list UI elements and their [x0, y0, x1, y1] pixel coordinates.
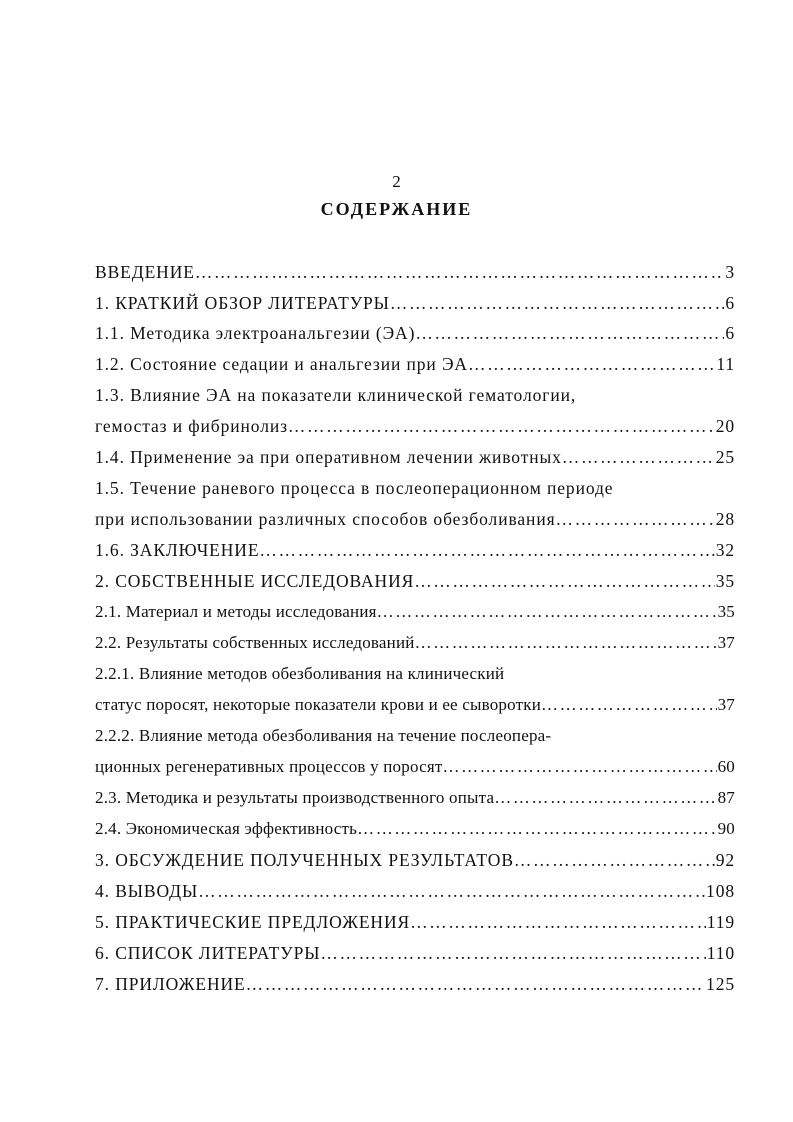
toc-entry-2-2-2-line1: 2.2.2. Влияние метода обезболивания на течение послеопера- — [95, 726, 552, 745]
toc-entry-title: ционных регенеративных процессов у поросят — [95, 757, 443, 776]
toc-entry-title: 1.2. Состояние седации и анальгезии при ЭА — [95, 354, 468, 374]
toc-leader-dots — [494, 786, 716, 810]
toc-entry-page: 119 — [706, 912, 735, 932]
toc-entry-practical-proposals[interactable] — [95, 910, 735, 934]
toc-entry-title: статус поросят, некоторые показатели крови и ее сыворотки — [95, 695, 541, 714]
toc-entry-1-4[interactable] — [95, 445, 735, 469]
toc-leader-dots — [198, 879, 705, 903]
toc-entry-1-5[interactable] — [95, 507, 735, 531]
toc-leader-dots — [562, 445, 715, 469]
toc-entry-title: 4. ВЫВОДЫ — [95, 881, 199, 901]
toc-entry-page: 3 — [725, 262, 735, 282]
toc-entry-page: 35 — [717, 602, 735, 621]
toc-leader-dots — [442, 755, 716, 779]
toc-entry-page: 108 — [706, 881, 735, 901]
toc-leader-dots — [410, 910, 706, 934]
toc-entry-title: гемостаз и фибринолиз — [95, 416, 288, 436]
toc-leader-dots — [468, 352, 715, 376]
toc-entry-title: ВВЕДЕНИЕ — [95, 262, 195, 282]
toc-entry-title: 2.2. Результаты собственных исследований — [95, 633, 415, 652]
toc-entry-page: 60 — [717, 757, 735, 776]
toc-entry-literature-review[interactable] — [95, 291, 735, 315]
toc-entry-references[interactable] — [95, 941, 735, 965]
toc-leader-dots — [246, 972, 705, 996]
toc-entry-1-1[interactable] — [95, 321, 735, 345]
toc-entry-own-research[interactable] — [95, 569, 735, 593]
toc-entry-title: 1.4. Применение эа при оперативном лечении животных — [95, 447, 562, 467]
toc-entry-2-2[interactable] — [95, 631, 735, 655]
toc-entry-title: 1.6. ЗАКЛЮЧЕНИЕ — [95, 540, 260, 560]
toc-entry-conclusions[interactable] — [95, 879, 735, 903]
toc-leader-dots — [357, 817, 717, 841]
toc-entry-page: 11 — [716, 354, 735, 374]
toc-entry-page: 6 — [725, 293, 735, 313]
toc-entry-page: 28 — [715, 509, 735, 529]
toc-entry-title: 2. СОБСТВЕННЫЕ ИССЛЕДОВАНИЯ — [95, 571, 415, 591]
toc-entry-title: 1.1. Методика электроанальгезии (ЭА) — [95, 323, 416, 343]
toc-entry-1-3[interactable] — [95, 414, 735, 438]
toc-entry-discussion[interactable] — [95, 848, 735, 872]
toc-entry-page: 92 — [715, 850, 735, 870]
toc-leader-dots — [414, 569, 714, 593]
toc-entry-1-3-line1: 1.3. Влияние ЭА на показатели клинической гематологии, — [95, 385, 577, 405]
toc-entry-title: 1. КРАТКИЙ ОБЗОР ЛИТЕРАТУРЫ — [95, 293, 390, 313]
toc-leader-dots — [415, 321, 724, 345]
toc-entry-title: 6. СПИСОК ЛИТЕРАТУРЫ — [95, 943, 321, 963]
toc-entry-page: 37 — [717, 695, 735, 714]
toc-entry-title: 7. ПРИЛОЖЕНИЕ — [95, 974, 246, 994]
toc-leader-dots — [541, 693, 717, 717]
toc-entry-page: 20 — [715, 416, 735, 436]
toc-entry-page: 37 — [717, 633, 735, 652]
toc-leader-dots — [259, 538, 714, 562]
toc-entry-page: 125 — [706, 974, 735, 994]
toc-leader-dots — [288, 414, 715, 438]
page-title: СОДЕРЖАНИЕ — [320, 199, 473, 219]
toc-entry-page: 110 — [706, 943, 735, 963]
toc-leader-dots — [195, 260, 725, 284]
toc-entry-title: 2.4. Экономическая эффективность — [95, 819, 358, 838]
toc-entry-2-3[interactable] — [95, 786, 735, 810]
toc-entry-2-4[interactable] — [95, 817, 735, 841]
toc-entry-1-5-line1: 1.5. Течение раневого процесса в послеоперационном периоде — [95, 478, 614, 498]
toc-entry-2-2-1[interactable] — [95, 693, 735, 717]
toc-entry-page: 35 — [715, 571, 735, 591]
toc-entry-1-2[interactable] — [95, 352, 735, 376]
toc-leader-dots — [377, 600, 717, 624]
toc-entry-page: 32 — [715, 540, 735, 560]
toc-leader-dots — [415, 631, 717, 655]
toc-entry-page: 6 — [725, 323, 735, 343]
page-number: 2 — [392, 172, 401, 191]
toc-leader-dots — [556, 507, 715, 531]
toc-entry-title: 2.1. Материал и методы исследования — [95, 602, 377, 621]
toc-entry-1-6[interactable] — [95, 538, 735, 562]
toc-entry-page: 87 — [717, 788, 735, 807]
toc-leader-dots — [320, 941, 705, 965]
toc-entry-page: 90 — [717, 819, 735, 838]
toc-entry-2-1[interactable] — [95, 600, 735, 624]
toc-entry-2-2-1-line1: 2.2.1. Влияние методов обезболивания на клинический — [95, 664, 505, 683]
toc-leader-dots — [514, 848, 715, 872]
toc-entry-title: 2.3. Методика и результаты производственного опыта — [95, 788, 495, 807]
toc-entry-title: при использовании различных способов обезболивания — [95, 509, 556, 529]
toc-leader-dots — [390, 291, 725, 315]
toc-entry-appendix[interactable] — [95, 972, 735, 996]
toc-entry-page: 25 — [715, 447, 735, 467]
toc-entry-introduction[interactable] — [95, 260, 735, 284]
toc-entry-2-2-2[interactable] — [95, 755, 735, 779]
toc-entry-title: 3. ОБСУЖДЕНИЕ ПОЛУЧЕННЫХ РЕЗУЛЬТАТОВ — [95, 850, 514, 870]
toc-entry-title: 5. ПРАКТИЧЕСКИЕ ПРЕДЛОЖЕНИЯ — [95, 912, 411, 932]
